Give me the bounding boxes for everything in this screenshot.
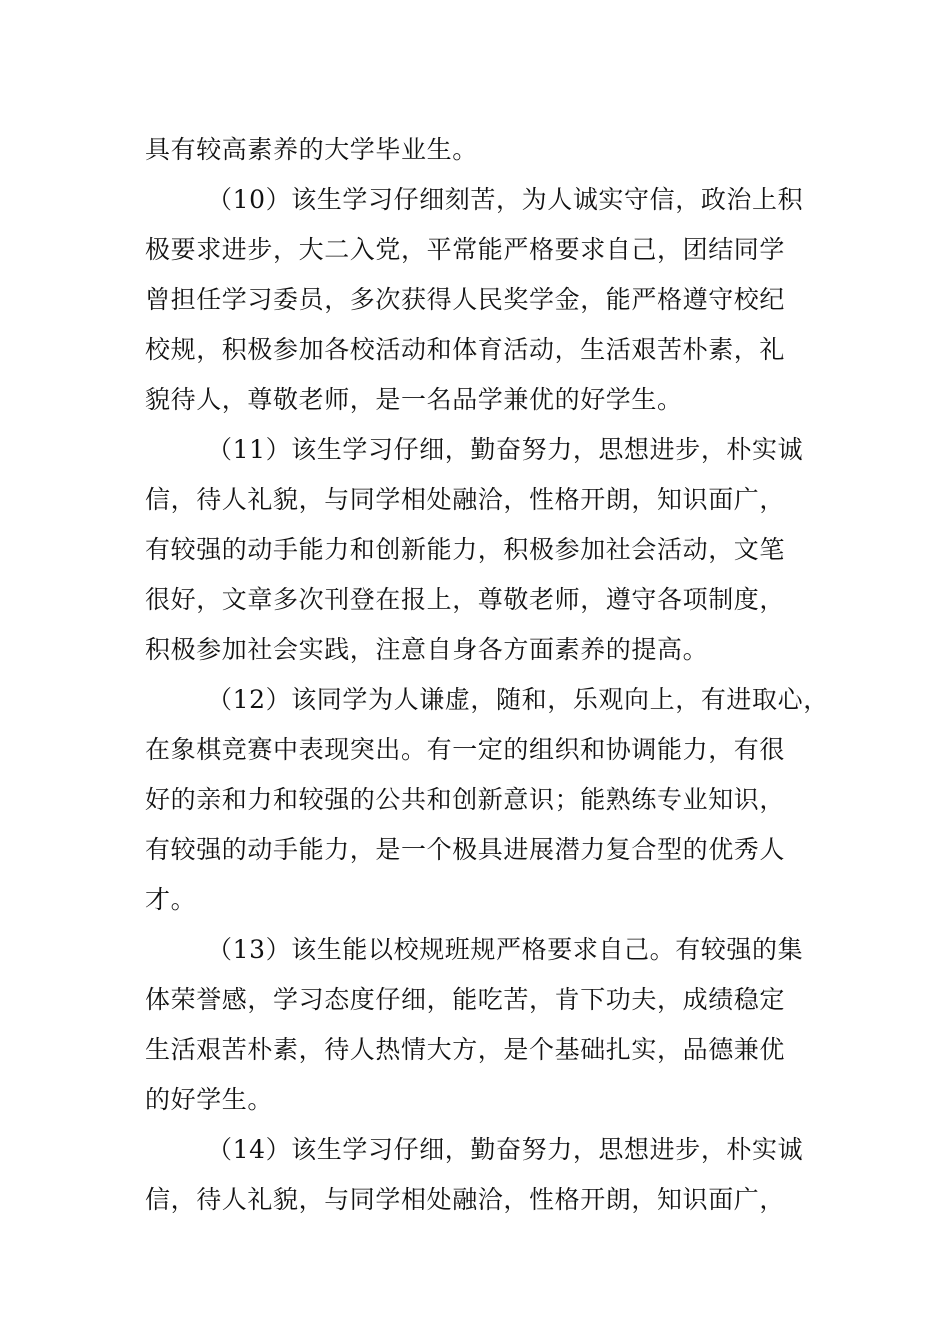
paragraph-10-start: （10）该生学习仔细刻苦，为人诚实守信，政治上积 <box>207 185 804 214</box>
text-line: 好的亲和力和较强的公共和创新意识；能熟练专业知识， <box>145 785 786 814</box>
paragraph-11-start: （11）该生学习仔细，勤奋努力，思想进步，朴实诚 <box>207 435 804 464</box>
text-line: 校规，积极参加各校活动和体育活动，生活艰苦朴素，礼 <box>145 335 786 364</box>
text-line: 积极参加社会实践，注意自身各方面素养的提高。 <box>145 635 709 664</box>
text-line: 有较强的动手能力，是一个极具进展潜力复合型的优秀人 <box>145 835 786 864</box>
paragraph-13-start: （13）该生能以校规班规严格要求自己。有较强的集 <box>207 935 804 964</box>
text-line: 的好学生。 <box>145 1085 274 1114</box>
paragraph-14-start: （14）该生学习仔细，勤奋努力，思想进步，朴实诚 <box>207 1135 804 1164</box>
text-line: 体荣誉感，学习态度仔细，能吃苦，肯下功夫，成绩稳定 <box>145 985 786 1014</box>
text-line: 貌待人，尊敬老师，是一名品学兼优的好学生。 <box>145 385 683 414</box>
text-line: 极要求进步，大二入党，平常能严格要求自己，团结同学 <box>145 235 786 264</box>
text-line: 有较强的动手能力和创新能力，积极参加社会活动，文笔 <box>145 535 786 564</box>
text-line: 具有较高素养的大学毕业生。 <box>145 135 478 164</box>
text-line: 生活艰苦朴素，待人热情大方，是个基础扎实，品德兼优 <box>145 1035 786 1064</box>
text-line: 在象棋竞赛中表现突出。有一定的组织和协调能力，有很 <box>145 735 786 764</box>
paragraph-12-start: （12）该同学为人谦虚，随和，乐观向上，有进取心， <box>207 685 829 714</box>
text-line: 才。 <box>145 885 197 914</box>
text-line: 很好，文章多次刊登在报上，尊敬老师，遵守各项制度， <box>145 585 786 614</box>
text-line: 信，待人礼貌，与同学相处融洽，性格开朗，知识面广， <box>145 1185 786 1214</box>
text-line: 曾担任学习委员，多次获得人民奖学金，能严格遵守校纪 <box>145 285 786 314</box>
text-line: 信，待人礼貌，与同学相处融洽，性格开朗，知识面广， <box>145 485 786 514</box>
